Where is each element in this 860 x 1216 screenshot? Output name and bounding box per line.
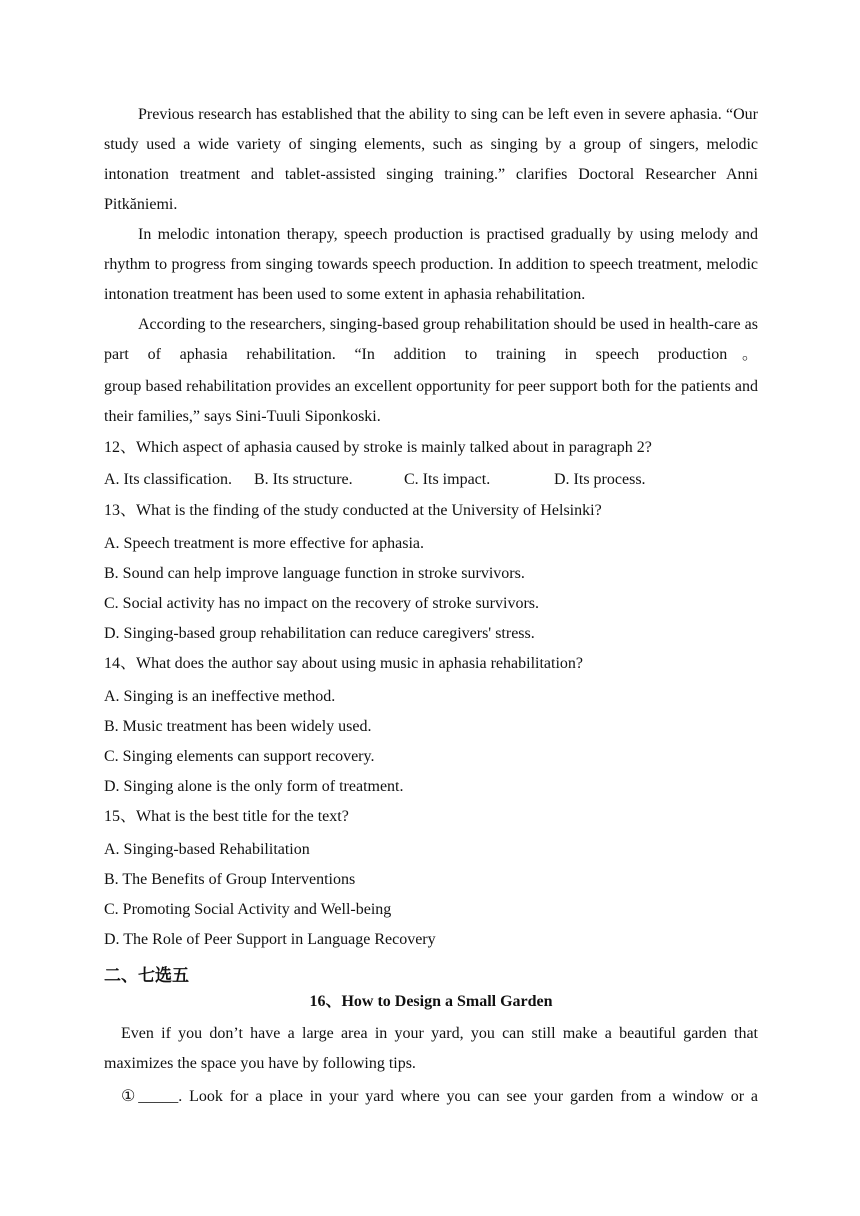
reading-passage — [104, 100, 758, 432]
option-a: A. Singing is an ineffective method. — [104, 688, 336, 705]
question-options — [104, 465, 758, 495]
option-a: A. Speech treatment is more effective for aphasia. — [104, 535, 425, 552]
option-c: C. Social activity has no impact on the recovery of stroke survivors. — [104, 595, 540, 612]
option-a: A. Singing-based Rehabilitation — [104, 841, 310, 858]
option-d: D. Singing alone is the only form of treatment. — [104, 778, 404, 795]
option-b: B. The Benefits of Group Interventions — [104, 871, 356, 888]
question-stem: 12、Which aspect of aphasia caused by stroke is mainly talked about in paragraph 2? — [104, 439, 652, 456]
question-stem: 14、What does the author say about using music in aphasia rehabilitation? — [104, 655, 583, 672]
option-b: B. Its structure. — [254, 471, 353, 488]
question-12 — [104, 433, 758, 495]
question-13 — [104, 496, 758, 649]
option-d: D. Singing-based group rehabilitation can reduce caregivers' stress. — [104, 625, 535, 642]
passage-paragraph-3b: group based rehabilitation provides an excellent opportunity for peer support both for the patients and their families,” says Sini-Tuuli Siponkoski. — [104, 378, 758, 425]
option-c: C. Promoting Social Activity and Well-being — [104, 901, 392, 918]
question-14 — [104, 649, 758, 802]
section-intro: Even if you don’t have a large area in your yard, you can still make a beautiful garden that maximizes the space you have by following tips. — [104, 1025, 758, 1072]
option-c: C. Its impact. — [404, 471, 491, 488]
section-heading: 二、七选五 — [104, 966, 189, 986]
question-stem: 13、What is the finding of the study conducted at the University of Helsinki? — [104, 502, 602, 519]
option-b: B. Music treatment has been widely used. — [104, 718, 372, 735]
question-15 — [104, 802, 758, 955]
section-2 — [104, 961, 758, 1112]
passage-paragraph-2: In melodic intonation therapy, speech production is practised gradually by using melody and rhythm to progress from singing towards speech production. In addition to speech treatment, melodic intonation treatment has been used to some extent in aphasia rehabilitation. — [104, 226, 758, 303]
question-stem: 15、What is the best title for the text? — [104, 808, 349, 825]
passage-paragraph-1: Previous research has established that the ability to sing can be left even in severe aphasia. “Our study used a wide variety of singing elements, such as singing by a group of singers, melodic intonation treatment and tablet-assisted singing training.” clarifies Doctoral Researcher Anni Pitkăniemi. — [104, 106, 758, 213]
passage-paragraph-3a: According to the researchers, singing-based group rehabilitation should be used in health-care as part of aphasia rehabilitation. “In addition to training in speech production。 — [104, 316, 758, 363]
passage-title: 16、How to Design a Small Garden — [309, 993, 553, 1010]
option-b: B. Sound can help improve language function in stroke survivors. — [104, 565, 525, 582]
blank-1-line: ①_____. Look for a place in your yard where you can see your garden from a window or a — [121, 1088, 758, 1105]
option-a: A. Its classification. — [104, 471, 232, 488]
option-d: D. The Role of Peer Support in Language Recovery — [104, 931, 436, 948]
option-d: D. Its process. — [554, 471, 646, 488]
option-c: C. Singing elements can support recovery. — [104, 748, 375, 765]
